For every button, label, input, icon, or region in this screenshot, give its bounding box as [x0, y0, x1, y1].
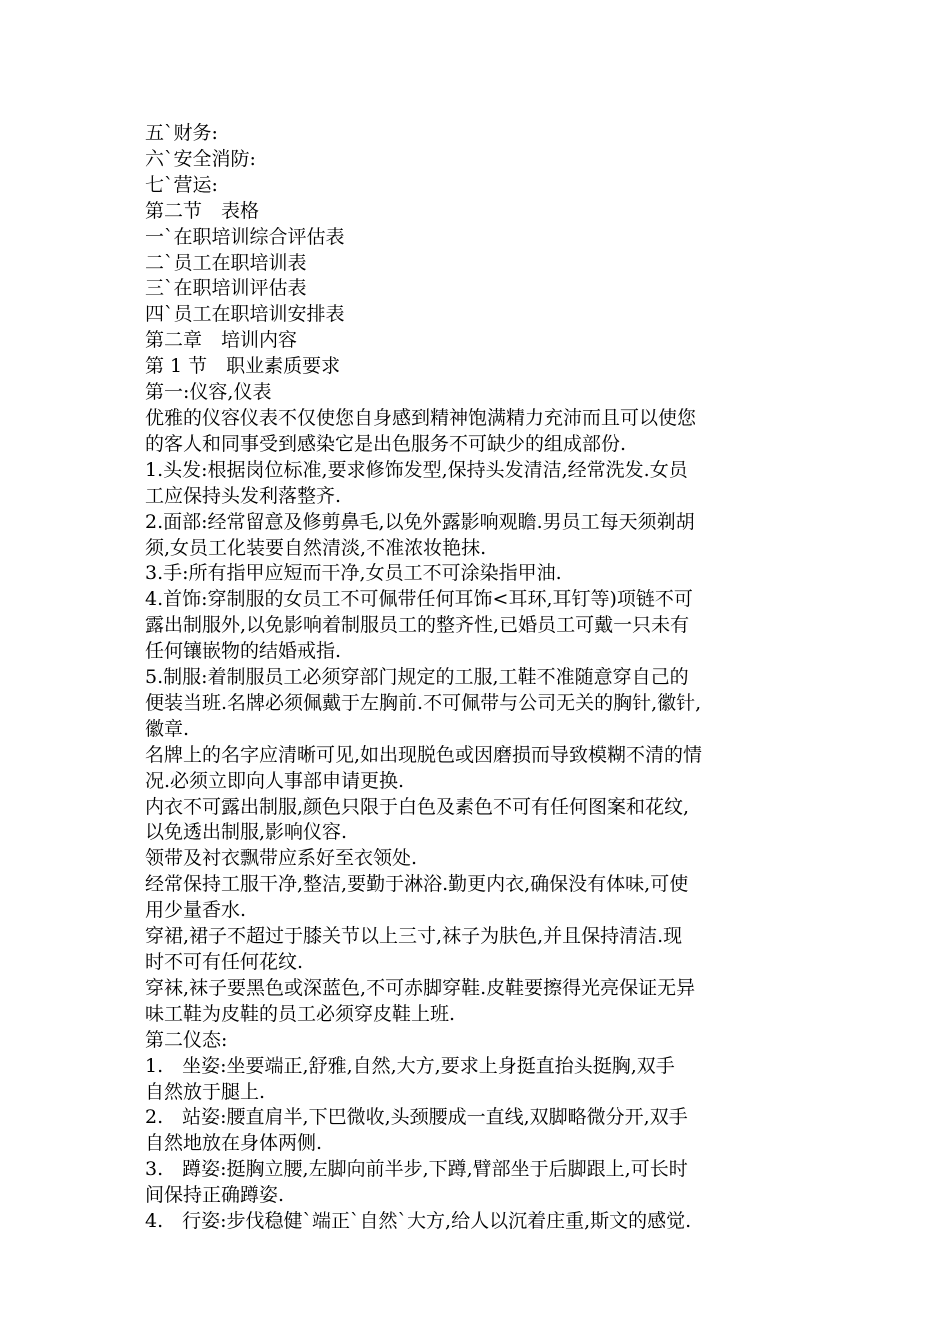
- chapter-heading: 第二章 培训内容: [145, 329, 298, 352]
- text-line: 穿裙,裙子不超过于膝关节以上三寸,袜子为肤色,并且保持清洁.现: [145, 925, 683, 948]
- text-line: 优雅的仪容仪表不仅使您自身感到精神饱满精力充沛而且可以使您: [145, 406, 697, 429]
- subsection-heading: 第一:仪容,仪表: [145, 381, 272, 404]
- text-line: 自然地放在身体两侧.: [145, 1132, 323, 1155]
- text-line: 任何镶嵌物的结婚戒指.: [145, 640, 342, 663]
- section-heading: 第 1 节 职业素质要求: [145, 355, 341, 378]
- subsection-heading: 第二仪态:: [145, 1028, 228, 1051]
- text-line: 4.首饰:穿制服的女员工不可佩带任何耳饰<耳环,耳钉等)项链不可: [145, 588, 693, 611]
- text-line: 味工鞋为皮鞋的员工必须穿皮鞋上班.: [145, 1002, 456, 1025]
- text-line: 穿袜,袜子要黑色或深蓝色,不可赤脚穿鞋.皮鞋要擦得光亮保证无异: [145, 976, 696, 999]
- text-line: 2.面部:经常留意及修剪鼻毛,以免外露影响观瞻.男员工每天须剃胡: [145, 510, 695, 533]
- text-line: 4. 行姿:步伐稳健`端正`自然`大方,给人以沉着庄重,斯文的感觉.: [145, 1210, 692, 1233]
- text-line: 用少量香水.: [145, 899, 247, 922]
- text-line: 工应保持头发利落整齐.: [145, 484, 342, 507]
- text-line: 五`财务:: [145, 122, 218, 144]
- text-line: 七`营运:: [145, 173, 218, 196]
- document-body: [145, 121, 825, 1235]
- text-line: 1. 坐姿:坐要端正,舒雅,自然,大方,要求上身挺直抬头挺胸,双手: [145, 1054, 675, 1077]
- text-line: 经常保持工服干净,整洁,要勤于淋浴.勤更内衣,确保没有体味,可使: [145, 873, 689, 896]
- text-line: 3.手:所有指甲应短而干净,女员工不可涂染指甲油.: [145, 562, 562, 585]
- text-line: 5.制服:着制服员工必须穿部门规定的工服,工鞋不准随意穿自己的: [145, 666, 689, 689]
- section-heading: 第二节 表格: [145, 199, 260, 222]
- text-line: 以免透出制服,影响仪容.: [145, 821, 348, 844]
- text-line: 四`员工在职培训安排表: [145, 303, 345, 326]
- text-line: 三`在职培训评估表: [145, 277, 307, 300]
- text-line: 间保持正确蹲姿.: [145, 1184, 285, 1207]
- text-line: 便装当班.名牌必须佩戴于左胸前.不可佩带与公司无关的胸针,徽针,: [145, 691, 702, 714]
- text-line: 二`员工在职培训表: [145, 251, 307, 274]
- text-line: 的客人和同事受到感染它是出色服务不可缺少的组成部份.: [145, 432, 627, 455]
- text-line: 2. 站姿:腰直肩半,下巴微收,头颈腰成一直线,双脚略微分开,双手: [145, 1106, 688, 1129]
- text-line: 一`在职培训综合评估表: [145, 225, 345, 248]
- text-line: 内衣不可露出制服,颜色只限于白色及素色不可有任何图案和花纹,: [145, 795, 690, 818]
- text-line: 时不可有任何花纹.: [145, 951, 304, 973]
- text-line: 1.头发:根据岗位标准,要求修饰发型,保持头发清洁,经常洗发.女员: [145, 458, 688, 481]
- text-line: 况.必须立即向人事部申请更换.: [145, 769, 405, 792]
- text-line: 须,女员工化装要自然清淡,不准浓妆艳抹.: [145, 536, 487, 559]
- text-line: 六`安全消防:: [145, 147, 256, 170]
- text-line: 名牌上的名字应清晰可见,如出现脱色或因磨损而导致模糊不清的情: [145, 743, 703, 766]
- text-line: 领带及衬衣飘带应系好至衣领处.: [145, 847, 418, 870]
- text-line: 3. 蹲姿:挺胸立腰,左脚向前半步,下蹲,臂部坐于后脚跟上,可长时: [145, 1158, 688, 1181]
- text-line: 露出制服外,以免影响着制服员工的整齐性,已婚员工可戴一只未有: [145, 614, 690, 637]
- text-line: 自然放于腿上.: [145, 1080, 266, 1103]
- text-line: 徽章.: [145, 717, 190, 740]
